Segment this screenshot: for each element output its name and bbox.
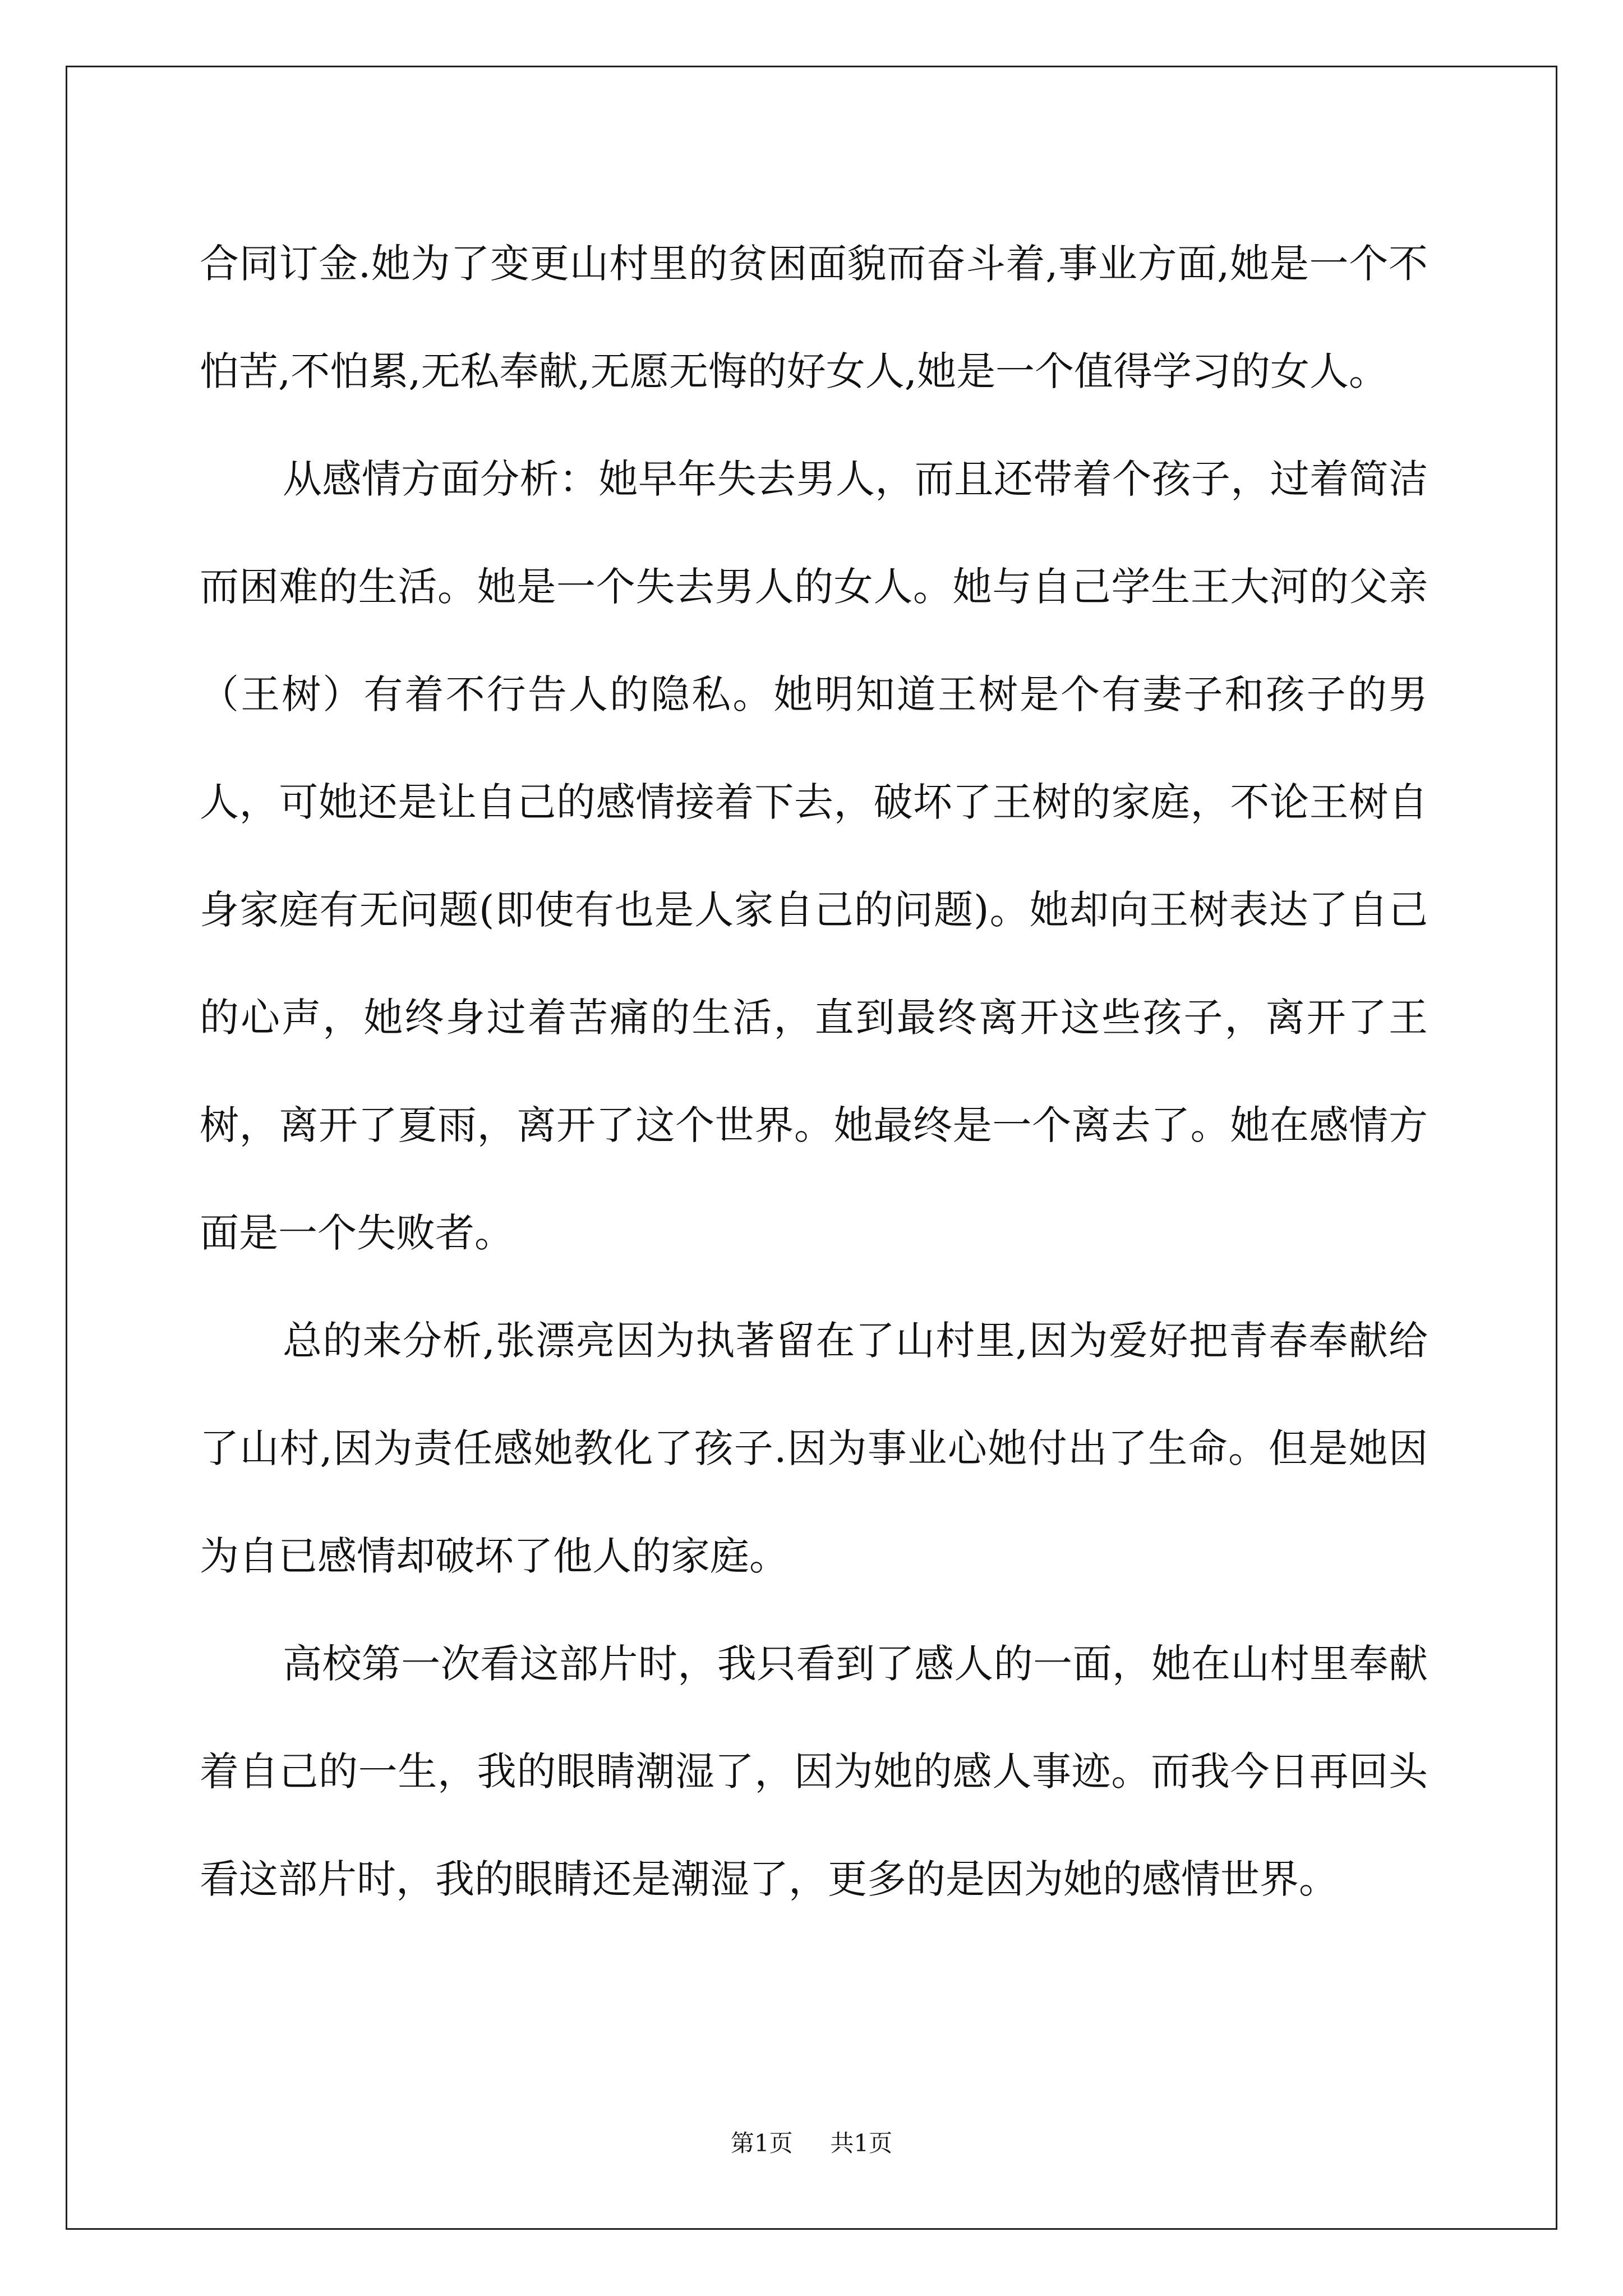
paragraph-2: 从感情方面分析：她早年失去男人，而且还带着个孩子，过着简洁而困难的生活。她是一个失去男人的女人。她与自己学生王大河的父亲（王树）有着不行告人的隐私。她明知道王树是个有妻子和孩子的男人，可她还是让自己的感情接着下去，破坏了王树的家庭，不论王树自身家庭有无问题(即使有也是人家自己的问题)。她却向王树表达了自己的心声，她终身过着苦痛的生活，直到最终离开这些孩子，离开了王树，离开了夏雨，离开了这个世界。她最终是一个离去了。她在感情方面是一个失败者。 — [200, 456, 1428, 1256]
page-footer — [0, 2125, 1623, 2159]
paragraph-3: 总的来分析,张漂亮因为执著留在了山村里,因为爱好把青春奉献给了山村,因为责任感她教化了孩子.因为事业心她付出了生命。但是她因为自已感情却破坏了他人的家庭。 — [200, 1318, 1428, 1579]
paragraph-4: 高校第一次看这部片时，我只看到了感人的一面，她在山村里奉献着自己的一生，我的眼睛潮湿了，因为她的感人事迹。而我今日再回头看这部片时，我的眼睛还是潮湿了，更多的是因为她的感情世界。 — [200, 1641, 1428, 1902]
document-body — [200, 210, 1428, 1933]
paragraph-1: 合同订金.她为了变更山村里的贫困面貌而奋斗着,事业方面,她是一个不怕苦,不怕累,无私奉献,无愿无悔的好女人,她是一个值得学习的女人。 — [200, 241, 1428, 394]
page-number-total: 共1页 — [830, 2129, 893, 2157]
page-number-current: 第1页 — [730, 2129, 793, 2157]
